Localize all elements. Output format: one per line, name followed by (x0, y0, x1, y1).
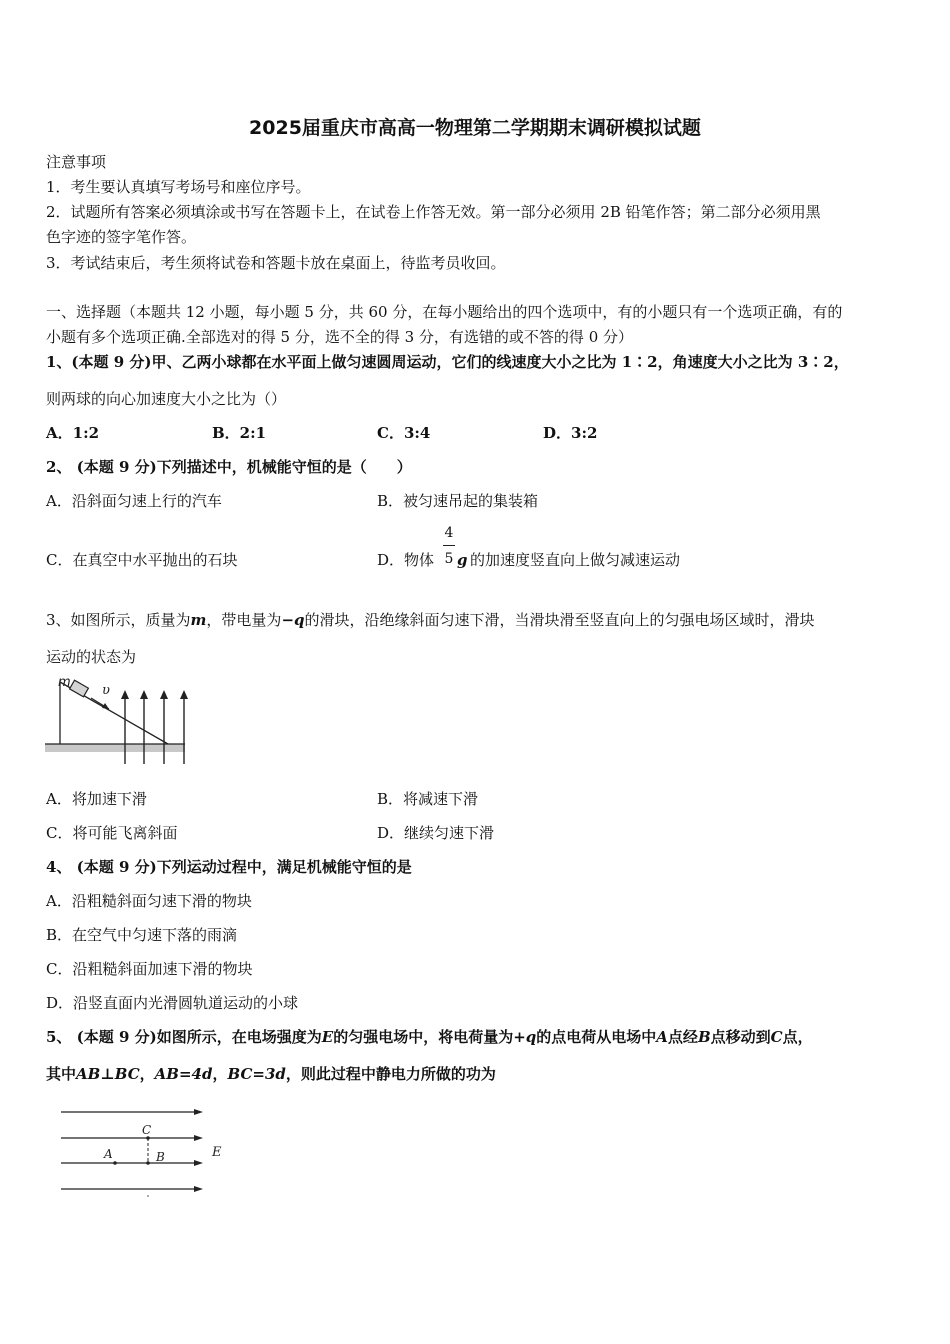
q2-option-a: A．沿斜面匀速上行的汽车 (46, 492, 222, 510)
q2-option-d-prefix: D．物体 (377, 551, 435, 569)
q3-option-c: C．将可能飞离斜面 (46, 824, 178, 842)
fig-point-c: C (142, 1123, 152, 1137)
q3-stem: 3、如图所示，质量为m，带电量为−q的滑块，沿绝缘斜面匀速下滑，当滑块滑至竖直向上的匀强电场区域时，滑块 (46, 611, 815, 629)
q4-option-a: A．沿粗糙斜面匀速下滑的物块 (46, 892, 252, 910)
q4-option-b: B．在空气中匀速下落的雨滴 (46, 926, 238, 944)
notice-item: 2．试题所有答案必须填涂或书写在答题卡上，在试卷上作答无效。第一部分必须用 2B 铅笔作答；第二部分必须用黑 (46, 203, 821, 221)
q1-option-a: A．1:2 (46, 424, 100, 442)
fig-velocity-label: υ (102, 683, 110, 698)
fig-field-label: E (212, 1145, 222, 1160)
fraction-bar (443, 545, 455, 546)
q2-stem: 2、 (本题 9 分)下列描述中，机械能守恒的是（ ） (46, 458, 412, 476)
q4-stem: 4、 (本题 9 分)下列运动过程中，满足机械能守恒的是 (46, 858, 412, 876)
q4-option-d: D．沿竖直面内光滑圆轨道运动的小球 (46, 994, 299, 1012)
fig-point-b: B (156, 1150, 165, 1164)
fraction-numerator: 4 (444, 525, 454, 541)
notice-item: 色字迹的签字笔作答。 (46, 228, 197, 246)
q1-option-c: C．3:4 (377, 424, 431, 442)
fig-mass-label: m (58, 675, 71, 690)
q3-option-a: A．将加速下滑 (46, 790, 147, 808)
q5-stem-cont: 其中AB⊥BC，AB=4d，BC=3d，则此过程中静电力所做的功为 (46, 1065, 496, 1083)
fraction-denominator: 5 (444, 551, 454, 567)
q1-option-d: D．3:2 (543, 424, 598, 442)
q3-option-b: B．将减速下滑 (377, 790, 479, 808)
page-title: 2025届重庆市高高一物理第二学期期末调研模拟试题 (249, 117, 701, 139)
q2-option-b: B．被匀速吊起的集装箱 (377, 492, 539, 510)
section-header-line: 小题有多个选项正确.全部选对的得 5 分，选不全的得 3 分，有选错的或不答的得 0 分） (46, 328, 634, 346)
gravity-symbol: g (457, 551, 468, 569)
electric-field-figure (55, 1100, 235, 1200)
section-header-line: 一、选择题（本题共 12 小题，每小题 5 分，共 60 分，在每小题给出的四个选项中，有的小题只有一个选项正确，有的 (46, 303, 843, 321)
q1-option-b: B．2:1 (212, 424, 267, 442)
q3-option-d: D．继续匀速下滑 (377, 824, 495, 842)
q3-stem-cont: 运动的状态为 (46, 648, 137, 666)
notice-item: 3．考试结束后，考生须将试卷和答题卡放在桌面上，待监考员收回。 (46, 254, 506, 272)
q1-stem-cont: 则两球的向心加速度大小之比为（） (46, 390, 287, 408)
q5-stem: 5、 (本题 9 分)如图所示，在电场强度为E的匀强电场中，将电荷量为+q的点电荷从电场中A点经B点移动到C点， (46, 1028, 813, 1046)
notice-item: 1．考生要认真填写考场号和座位序号。 (46, 178, 311, 196)
notice-heading: 注意事项 (46, 153, 107, 171)
q4-option-c: C．沿粗糙斜面加速下滑的物块 (46, 960, 253, 978)
q2-option-c: C．在真空中水平抛出的石块 (46, 551, 238, 569)
fig-point-a: A (104, 1147, 113, 1161)
q1-stem: 1、(本题 9 分)甲、乙两小球都在水平面上做匀速圆周运动，它们的线速度大小之比为 1∶2，角速度大小之比为 3∶2， (46, 353, 849, 371)
q2-option-d-suffix: 的加速度竖直向上做匀减速运动 (470, 551, 681, 569)
incline-field-figure (40, 672, 190, 768)
